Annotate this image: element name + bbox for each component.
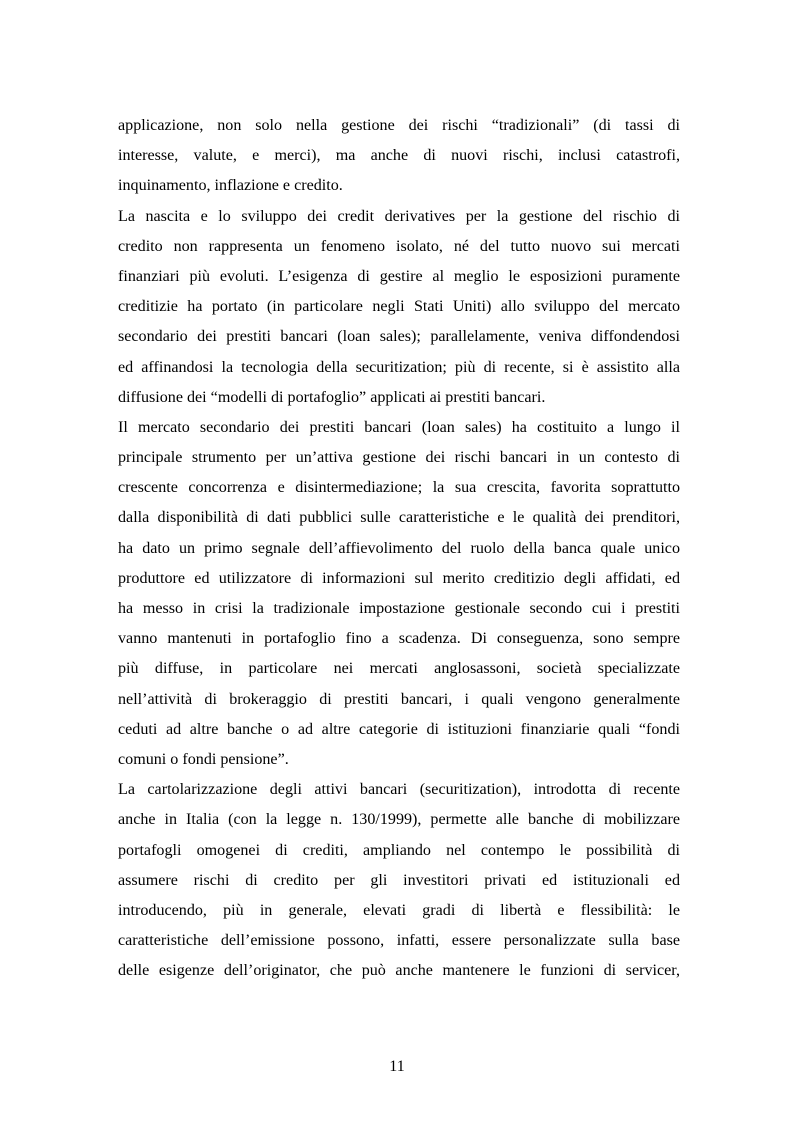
text-line: dalla disponibilità di dati pubblici sulle caratteristiche e le qualità dei prenditori, (118, 509, 680, 527)
text-line: comuni o fondi pensione”. (118, 750, 289, 768)
text-line: La nascita e lo sviluppo dei credit derivatives per la gestione del rischio di (118, 207, 680, 225)
text-line: assumere rischi di credito per gli investitori privati ed istituzionali ed (118, 871, 680, 889)
text-line: vanno mantenuti in portafoglio fino a scadenza. Di conseguenza, sono sempre (118, 630, 680, 648)
text-line: portafogli omogenei di crediti, ampliando nel contempo le possibilità di (118, 841, 680, 859)
text-line: ha messo in crisi la tradizionale impostazione gestionale secondo cui i prestiti (118, 600, 680, 617)
text-line: ha dato un primo segnale dell’affievolimento del ruolo della banca quale unico (118, 539, 680, 557)
text-line: creditizie ha portato (in particolare negli Stati Uniti) allo sviluppo del mercato (118, 298, 680, 316)
text-line: Il mercato secondario dei prestiti bancari (loan sales) ha costituito a lungo il (118, 418, 680, 436)
text-line: secondario dei prestiti bancari (loan sales); parallelamente, veniva diffondendosi (118, 328, 680, 346)
text-line: inquinamento, inflazione e credito. (118, 177, 343, 195)
text-line: interesse, valute, e merci), ma anche di nuovi rischi, inclusi catastrofi, (118, 147, 680, 165)
text-line: delle esigenze dell’originator, che può anche mantenere le funzioni di servicer, (118, 962, 680, 980)
text-line: produttore ed utilizzatore di informazioni sul merito creditizio degli affidati, ed (118, 569, 680, 587)
text-line: La cartolarizzazione degli attivi bancari (securitization), introdotta di recente (118, 781, 680, 799)
body-text (118, 111, 680, 986)
text-line: diffusione dei “modelli di portafoglio” applicati ai prestiti bancari. (118, 388, 546, 406)
text-line: credito non rappresenta un fenomeno isolato, né del tutto nuovo sui mercati (118, 237, 680, 255)
text-line: più diffuse, in particolare nei mercati anglosassoni, società specializzate (118, 660, 680, 678)
text-line: caratteristiche dell’emissione possono, infatti, essere personalizzate sulla base (118, 932, 680, 950)
text-line: anche in Italia (con la legge n. 130/1999), permette alle banche di mobilizzare (118, 811, 680, 829)
text-line: crescente concorrenza e disintermediazione; la sua crescita, favorita soprattutto (118, 479, 680, 497)
text-line: nell’attività di brokeraggio di prestiti bancari, i quali vengono generalmente (118, 690, 680, 708)
text-line: applicazione, non solo nella gestione dei rischi “tradizionali” (di tassi di (118, 117, 680, 134)
text-line: finanziari più evoluti. L’esigenza di gestire al meglio le esposizioni puramente (118, 267, 680, 285)
paragraph (118, 111, 680, 202)
text-line: ceduti ad altre banche o ad altre categorie di istituzioni finanziarie quali “fondi (118, 720, 680, 738)
page-number: 11 (389, 1058, 405, 1075)
paragraph (118, 413, 680, 775)
text-line: principale strumento per un’attiva gestione dei rischi bancari in un contesto di (118, 449, 680, 467)
paragraph (118, 775, 680, 986)
text-line: introducendo, più in generale, elevati gradi di libertà e flessibilità: le (118, 901, 680, 919)
text-line: ed affinandosi la tecnologia della securitization; più di recente, si è assistito alla (118, 358, 680, 376)
paragraph (118, 202, 680, 413)
